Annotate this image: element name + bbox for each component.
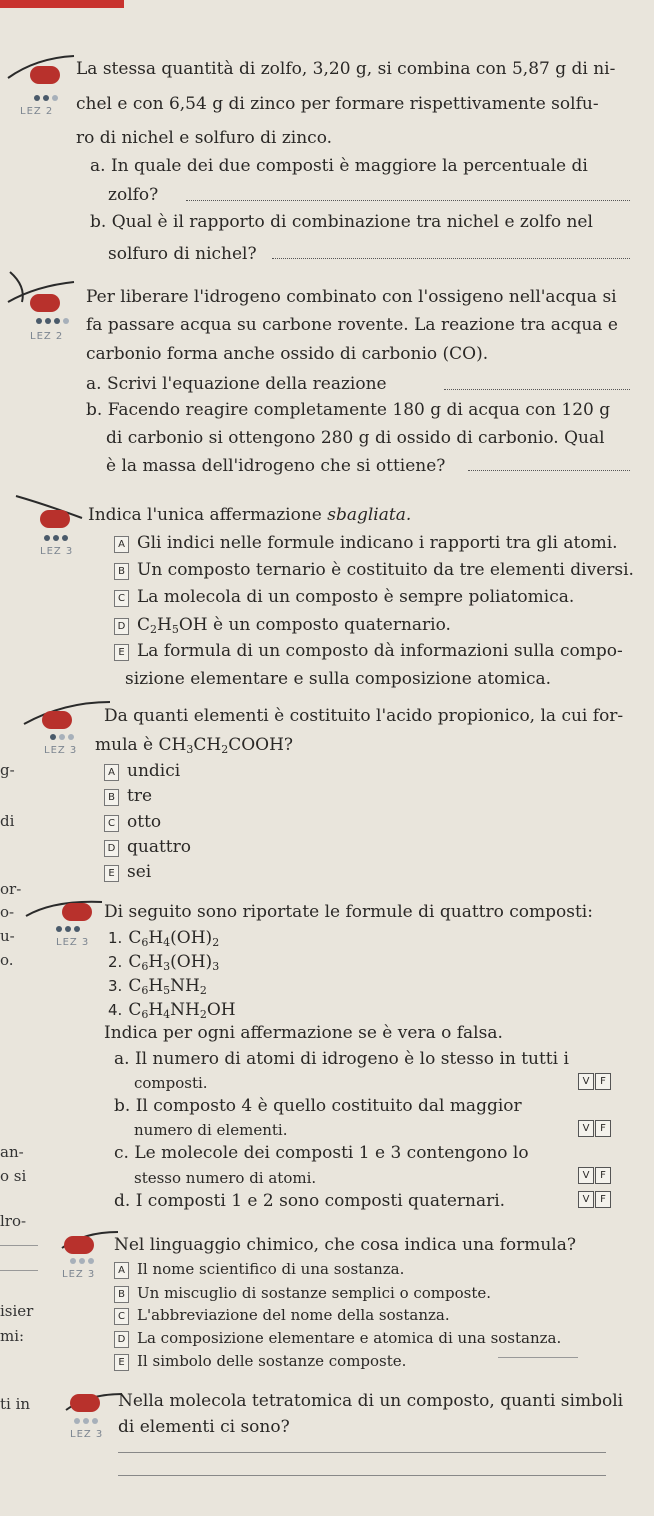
- true-false-boxes[interactable]: [578, 1120, 611, 1137]
- option-label: sei: [127, 862, 152, 882]
- option-label: otto: [127, 812, 162, 832]
- margin-fragment: isier: [0, 1302, 34, 1320]
- tf-statement-cont: stesso numero di atomi.: [134, 1169, 317, 1187]
- option-b[interactable]: [114, 1282, 491, 1304]
- option-key: B: [114, 1286, 129, 1303]
- exercise-text: [88, 504, 411, 526]
- difficulty-dots: [74, 1418, 98, 1424]
- exercise-text: Nel linguaggio chimico, che cosa indica una formula?: [114, 1235, 576, 1255]
- lesson-tag: LEZ 3: [62, 1269, 96, 1280]
- exercise-text: ro di nichel e solfuro di zinco.: [76, 128, 333, 148]
- difficulty-dots: [44, 535, 68, 541]
- option-d[interactable]: [114, 1327, 561, 1349]
- answer-line[interactable]: [186, 200, 630, 201]
- option-b[interactable]: [104, 785, 152, 807]
- margin-fragment: o-: [0, 903, 15, 921]
- option-label: è un composto quaternario.: [213, 615, 451, 635]
- option-c[interactable]: [114, 586, 574, 608]
- option-c[interactable]: [104, 811, 161, 833]
- answer-line[interactable]: [444, 389, 630, 390]
- lesson-tag: LEZ 3: [44, 745, 78, 756]
- option-d[interactable]: [114, 614, 451, 636]
- option-key: C: [114, 590, 129, 607]
- true-false-boxes[interactable]: [578, 1167, 611, 1184]
- exercise-number-badge: [64, 1236, 94, 1254]
- question-b-cont: è la massa dell'idrogeno che si ottiene?: [106, 456, 446, 476]
- margin-fragment: ti in: [0, 1395, 31, 1413]
- formula-1: [108, 927, 219, 949]
- false-box[interactable]: F: [595, 1167, 611, 1184]
- question-b-cont: solfuro di nichel?: [108, 244, 257, 264]
- option-a[interactable]: [114, 532, 618, 554]
- question-b: b. Qual è il rapporto di combinazione tra nichel e zolfo nel: [90, 212, 593, 232]
- exercise-text: di elementi ci sono?: [118, 1417, 290, 1437]
- lesson-tag: LEZ 3: [56, 937, 90, 948]
- question-a: a. In quale dei due composti è maggiore la percentuale di: [90, 156, 588, 176]
- true-false-boxes[interactable]: [578, 1191, 611, 1208]
- lesson-tag: LEZ 2: [30, 331, 64, 342]
- option-key: E: [114, 1354, 129, 1371]
- option-key: C: [104, 815, 119, 832]
- option-key: B: [114, 563, 129, 580]
- option-b[interactable]: [114, 559, 634, 581]
- margin-fragment: an-: [0, 1143, 24, 1161]
- question-a-cont: zolfo?: [108, 185, 159, 205]
- option-label: Il nome scientifico di una sostanza.: [137, 1260, 405, 1278]
- option-key: A: [114, 536, 129, 553]
- exercise-text: carbonio forma anche ossido di carbonio (CO).: [86, 344, 489, 364]
- tf-statement-cont: composti.: [134, 1074, 208, 1092]
- true-box[interactable]: V: [578, 1167, 594, 1184]
- option-key: D: [114, 618, 129, 635]
- option-c[interactable]: [114, 1304, 450, 1326]
- option-label: La composizione elementare e atomica di una sostanza.: [137, 1329, 562, 1347]
- difficulty-dots: [70, 1258, 94, 1264]
- question-b-cont: di carbonio si ottengono 280 g di ossido di carbonio. Qual: [106, 428, 605, 448]
- lesson-tag: LEZ 3: [40, 546, 74, 557]
- chemical-formula: $C_2H_5OH$: [137, 615, 208, 636]
- answer-line[interactable]: [118, 1475, 606, 1476]
- tf-statement: d. I composti 1 e 2 sono composti quaternari.: [114, 1191, 506, 1211]
- lesson-tag: LEZ 2: [20, 106, 54, 117]
- option-label: La formula di un composto dà informazioni sulla compo-: [137, 641, 623, 661]
- tf-statement: b. Il composto 4 è quello costituito dal maggior: [114, 1096, 522, 1116]
- lesson-tag: LEZ 3: [70, 1429, 104, 1440]
- formula-index: 2.: [108, 953, 123, 971]
- margin-line: [0, 1270, 38, 1271]
- stem-emphasis: sbagliata.: [327, 505, 412, 525]
- top-color-bar: [0, 0, 124, 8]
- option-key: C: [114, 1308, 129, 1325]
- exercise-text: [95, 734, 293, 756]
- option-key: B: [104, 789, 119, 806]
- false-box[interactable]: F: [595, 1120, 611, 1137]
- margin-fragment: g-: [0, 761, 15, 779]
- chemical-formula: $C_6H_5NH_2$: [128, 976, 207, 997]
- true-false-boxes[interactable]: [578, 1073, 611, 1090]
- option-label: tre: [127, 786, 153, 806]
- exercise-number-badge: [70, 1394, 100, 1412]
- option-label: undici: [127, 761, 181, 781]
- chemical-formula: $C_6H_4(OH)_2$: [128, 928, 220, 949]
- option-label: Un composto ternario è costituito da tre elementi diversi.: [137, 560, 634, 580]
- exercise-number-badge: [62, 903, 92, 921]
- true-box[interactable]: V: [578, 1073, 594, 1090]
- chemical-formula: $C_6H_4NH_2OH$: [128, 1000, 236, 1021]
- margin-fragment: o.: [0, 951, 14, 969]
- difficulty-dots: [50, 734, 74, 740]
- question-a: a. Scrivi l'equazione della reazione: [86, 374, 387, 394]
- stem-text: Indica l'unica affermazione: [88, 505, 322, 525]
- chemical-formula: $CH_3CH_2COOH$?: [158, 735, 294, 756]
- margin-line: [0, 1245, 38, 1246]
- exercise-text: Per liberare l'idrogeno combinato con l'ossigeno nell'acqua si: [86, 287, 617, 307]
- formula-3: [108, 975, 207, 997]
- option-label: L'abbreviazione del nome della sostanza.: [137, 1306, 450, 1324]
- margin-fragment: or-: [0, 880, 22, 898]
- exercise-number-badge: [30, 66, 60, 84]
- exercise-number-badge: [40, 510, 70, 528]
- tf-statement: c. Le molecole dei composti 1 e 3 contengono lo: [114, 1143, 529, 1163]
- true-box[interactable]: V: [578, 1120, 594, 1137]
- option-a[interactable]: [114, 1258, 404, 1280]
- answer-line[interactable]: [118, 1452, 606, 1453]
- answer-line[interactable]: [272, 258, 630, 259]
- tf-statement: a. Il numero di atomi di idrogeno è lo stesso in tutti i: [114, 1049, 569, 1069]
- option-label: quattro: [127, 837, 191, 857]
- true-box[interactable]: V: [578, 1191, 594, 1208]
- exercise-text: Da quanti elementi è costituito l'acido propionico, la cui for-: [104, 706, 624, 726]
- option-key: E: [104, 865, 119, 882]
- instruction-text: Indica per ogni affermazione se è vera o falsa.: [104, 1023, 503, 1043]
- margin-fragment: u-: [0, 927, 15, 945]
- formula-2: [108, 951, 219, 973]
- exercise-text: La stessa quantità di zolfo, 3,20 g, si combina con 5,87 g di ni-: [76, 59, 616, 79]
- exercise-number-badge: [30, 294, 60, 312]
- option-label: Gli indici nelle formule indicano i rapporti tra gli atomi.: [137, 533, 618, 553]
- option-e[interactable]: [104, 861, 151, 883]
- option-e[interactable]: [114, 640, 623, 662]
- exercise-text: Nella molecola tetratomica di un composto, quanti simboli: [118, 1391, 624, 1411]
- option-a[interactable]: [104, 760, 180, 782]
- exercise-text: chel e con 6,54 g di zinco per formare rispettivamente solfu-: [76, 94, 599, 114]
- exercise-text: Di seguito sono riportate le formule di quattro composti:: [104, 902, 593, 922]
- formula-4: [108, 999, 236, 1021]
- option-label: Un miscuglio di sostanze semplici o composte.: [137, 1284, 492, 1302]
- option-key: A: [114, 1262, 129, 1279]
- exercise-number-badge: [42, 711, 72, 729]
- tf-statement-cont: numero di elementi.: [134, 1121, 288, 1139]
- option-key: D: [104, 840, 119, 857]
- false-box[interactable]: F: [595, 1191, 611, 1208]
- chemical-formula: $C_6H_3(OH)_3$: [128, 952, 220, 973]
- option-e-cont: sizione elementare e sulla composizione atomica.: [125, 669, 552, 689]
- option-d[interactable]: [104, 836, 191, 858]
- margin-line: [498, 1357, 578, 1358]
- question-b: b. Facendo reagire completamente 180 g di acqua con 120 g: [86, 400, 611, 420]
- margin-fragment: lro-: [0, 1212, 27, 1230]
- margin-fragment: o si: [0, 1167, 27, 1185]
- difficulty-dots: [36, 318, 69, 324]
- option-key: A: [104, 764, 119, 781]
- formula-index: 4.: [108, 1001, 123, 1019]
- option-key: D: [114, 1331, 129, 1348]
- margin-fragment: mi:: [0, 1327, 25, 1345]
- exercise-text: fa passare acqua su carbone rovente. La reazione tra acqua e: [86, 315, 618, 335]
- option-e[interactable]: [114, 1350, 406, 1372]
- stem-text: mula è: [95, 735, 154, 755]
- difficulty-dots: [56, 926, 80, 932]
- option-label: La molecola di un composto è sempre poliatomica.: [137, 587, 575, 607]
- false-box[interactable]: F: [595, 1073, 611, 1090]
- formula-index: 3.: [108, 977, 123, 995]
- option-key: E: [114, 644, 129, 661]
- difficulty-dots: [34, 95, 58, 101]
- answer-line[interactable]: [468, 470, 630, 471]
- formula-index: 1.: [108, 929, 123, 947]
- option-label: Il simbolo delle sostanze composte.: [137, 1352, 407, 1370]
- margin-fragment: di: [0, 812, 15, 830]
